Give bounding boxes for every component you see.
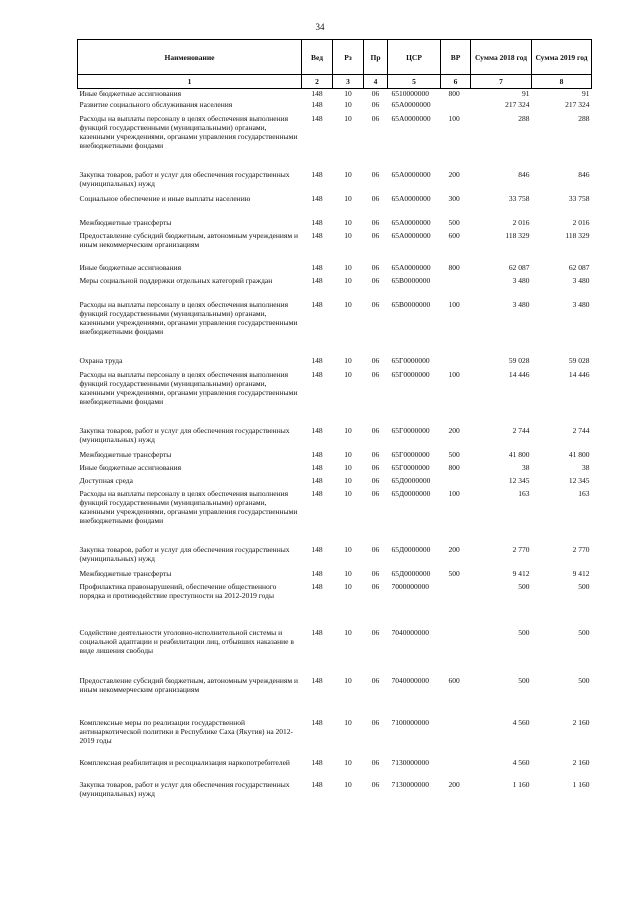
cell-vr: 100 — [448, 113, 460, 123]
page-number: 34 — [315, 22, 325, 32]
cell-s2019: 118 329 — [565, 230, 590, 240]
cell-name: Комплексные меры по реализации государственной антинаркотической политики в Республике Саха (Якутия) на 2012-2019 годы — [79, 717, 294, 745]
cell-ved: 148 — [311, 193, 323, 203]
cell-csr: 65А0000000 — [391, 217, 431, 227]
cell-name: Закупка товаров, работ и услуг для обеспечения государственных (муниципальных) нужд — [79, 779, 290, 798]
header-name: Наименование — [78, 40, 302, 75]
cell-s2018: 288 — [518, 113, 530, 123]
cell-pr: 06 — [371, 230, 380, 240]
cell-s2018: 2 770 — [512, 544, 530, 554]
cell-csr: 65Г0000000 — [391, 462, 430, 472]
cell-rz: 10 — [344, 99, 352, 109]
column-number-row — [78, 75, 592, 89]
cell-s2019: 62 087 — [568, 262, 590, 272]
cell-vr — [441, 582, 471, 628]
cell-s2018: 500 — [518, 627, 530, 637]
table-row — [78, 170, 592, 194]
cell-ved: 148 — [311, 262, 323, 272]
cell-vr: 500 — [448, 449, 460, 459]
cell-ved: 148 — [311, 169, 323, 179]
cell-name: Предоставление субсидий бюджетным, автономным учреждениям и иным некоммерческим организациям — [79, 230, 298, 249]
column-number: 8 — [532, 75, 592, 89]
cell-s2019: 2 160 — [572, 717, 590, 727]
cell-csr: 65Г0000000 — [391, 425, 430, 435]
cell-s2018: 33 758 — [508, 193, 530, 203]
cell-ved: 148 — [311, 568, 323, 578]
cell-pr: 06 — [371, 475, 380, 485]
cell-csr: 65В0000000 — [391, 275, 431, 285]
cell-vr — [441, 100, 471, 114]
cell-name: Профилактика правонарушений, обеспечение общественного порядка и противодействие преступности на 2012-2019 годы — [79, 581, 277, 600]
cell-s2019: 33 758 — [568, 193, 590, 203]
cell-rz: 10 — [344, 262, 352, 272]
cell-name: Расходы на выплаты персоналу в целях обеспечения выполнения функций государственными (муниципальными) органами, казенными учреждениями, органами управления государственными внебюджетными фондами — [79, 488, 298, 525]
cell-vr: 800 — [441, 89, 471, 100]
cell-csr: 65Д0000000 — [391, 475, 431, 485]
cell-s2018: 38 — [522, 462, 530, 472]
cell-ved: 148 — [311, 462, 323, 472]
cell-ved: 148 — [311, 113, 323, 123]
column-number: 3 — [333, 75, 364, 89]
cell-s2018: 14 446 — [508, 369, 530, 379]
cell-pr: 06 — [371, 449, 380, 459]
cell-pr: 06 — [371, 779, 380, 789]
cell-name: Закупка товаров, работ и услуг для обеспечения государственных (муниципальных) нужд — [79, 169, 290, 188]
cell-csr: 65А0000000 — [391, 193, 431, 203]
cell-pr: 06 — [371, 425, 380, 435]
cell-vr: 200 — [448, 779, 460, 789]
cell-ved: 148 — [311, 779, 323, 789]
cell-vr: 600 — [448, 230, 460, 240]
cell-rz: 10 — [344, 299, 352, 309]
cell-rz: 10 — [344, 217, 352, 227]
cell-s2018: 118 329 — [505, 230, 530, 240]
cell-name: Социальное обеспечение и иные выплаты населению — [79, 193, 251, 203]
header-vr: ВР — [441, 40, 471, 75]
cell-s2018: 59 028 — [508, 355, 530, 365]
cell-ved: 148 — [311, 717, 323, 727]
cell-ved: 148 — [311, 488, 323, 498]
cell-rz: 10 — [344, 169, 352, 179]
cell-csr: 65Д0000000 — [391, 568, 431, 578]
cell-vr: 200 — [448, 425, 460, 435]
cell-pr: 06 — [371, 275, 380, 285]
cell-vr — [441, 628, 471, 676]
cell-s2019: 2 744 — [572, 425, 590, 435]
cell-s2018: 500 — [518, 581, 530, 591]
cell-rz: 10 — [344, 425, 352, 435]
cell-s2019: 163 — [578, 488, 590, 498]
column-number: 6 — [441, 75, 471, 89]
cell-rz: 10 — [344, 230, 352, 240]
cell-pr: 06 — [364, 89, 388, 100]
cell-vr — [441, 276, 471, 300]
table-row — [78, 628, 592, 676]
cell-vr — [441, 356, 471, 370]
cell-s2019: 3 480 — [572, 275, 590, 285]
cell-csr: 7040000000 — [391, 627, 429, 637]
cell-s2019: 846 — [578, 169, 590, 179]
cell-s2019: 12 345 — [568, 475, 590, 485]
cell-pr: 06 — [371, 369, 380, 379]
cell-s2018: 163 — [518, 488, 530, 498]
cell-s2019: 288 — [578, 113, 590, 123]
cell-name: Межбюджетные трансферты — [79, 217, 172, 227]
cell-s2018: 12 345 — [508, 475, 530, 485]
column-number: 2 — [302, 75, 333, 89]
cell-s2018: 91 — [471, 89, 532, 100]
cell-rz: 10 — [344, 717, 352, 727]
cell-ved: 148 — [311, 369, 323, 379]
cell-pr: 06 — [371, 99, 380, 109]
table-row — [78, 569, 592, 582]
cell-pr: 06 — [371, 544, 380, 554]
cell-pr: 06 — [371, 355, 380, 365]
table-row — [78, 545, 592, 569]
cell-vr: 200 — [448, 544, 460, 554]
cell-ved: 148 — [311, 544, 323, 554]
cell-rz: 10 — [344, 275, 352, 285]
cell-ved: 148 — [311, 675, 323, 685]
cell-vr — [441, 718, 471, 758]
table-row — [78, 194, 592, 218]
cell-vr: 300 — [448, 193, 460, 203]
cell-ved: 148 — [311, 475, 323, 485]
cell-rz: 10 — [344, 675, 352, 685]
table-row — [78, 370, 592, 426]
cell-ved: 148 — [311, 355, 323, 365]
cell-csr: 7100000000 — [391, 717, 429, 727]
cell-s2018: 846 — [518, 169, 530, 179]
cell-pr: 06 — [371, 488, 380, 498]
cell-name: Расходы на выплаты персоналу в целях обеспечения выполнения функций государственными (муниципальными) органами, казенными учреждениями, органами управления государственными внебюджетными фондами — [79, 369, 298, 406]
table-body — [78, 89, 592, 804]
cell-vr: 200 — [448, 169, 460, 179]
cell-s2018: 2 016 — [512, 217, 530, 227]
cell-ved: 148 — [311, 275, 323, 285]
table-row — [78, 780, 592, 804]
column-number: 7 — [471, 75, 532, 89]
cell-name: Охрана труда — [79, 355, 123, 365]
cell-csr: 65Г0000000 — [391, 369, 430, 379]
column-number: 1 — [78, 75, 302, 89]
cell-csr: 65Г0000000 — [391, 355, 430, 365]
cell-rz: 10 — [344, 475, 352, 485]
header-ved: Вед — [302, 40, 333, 75]
cell-rz: 10 — [344, 449, 352, 459]
cell-s2018: 4 560 — [512, 757, 530, 767]
cell-name: Межбюджетные трансферты — [79, 449, 172, 459]
table-row — [78, 356, 592, 370]
cell-pr: 06 — [371, 757, 380, 767]
cell-rz: 10 — [333, 89, 364, 100]
cell-s2018: 1 160 — [512, 779, 530, 789]
header-sum-2019: Сумма 2019 год — [532, 40, 592, 75]
cell-ved: 148 — [311, 757, 323, 767]
cell-ved: 148 — [311, 627, 323, 637]
cell-csr: 7000000000 — [391, 581, 429, 591]
cell-name: Расходы на выплаты персоналу в целях обеспечения выполнения функций государственными (муниципальными) органами, казенными учреждениями, органами управления государственными внебюджетными фондами — [79, 113, 298, 150]
cell-s2019: 2 160 — [572, 757, 590, 767]
cell-name: Иные бюджетные ассигнования — [78, 89, 302, 100]
cell-s2018: 217 324 — [505, 99, 530, 109]
cell-name: Закупка товаров, работ и услуг для обеспечения государственных (муниципальных) нужд — [79, 425, 290, 444]
cell-s2019: 500 — [578, 627, 590, 637]
cell-pr: 06 — [371, 217, 380, 227]
table-row — [78, 231, 592, 263]
cell-s2018: 41 800 — [508, 449, 530, 459]
header-csr: ЦСР — [388, 40, 441, 75]
table-row — [78, 582, 592, 628]
cell-rz: 10 — [344, 355, 352, 365]
cell-rz: 10 — [344, 779, 352, 789]
cell-s2018: 4 560 — [512, 717, 530, 727]
cell-s2019: 1 160 — [572, 779, 590, 789]
cell-s2018: 9 412 — [512, 568, 530, 578]
table-row — [78, 263, 592, 276]
cell-s2018: 62 087 — [508, 262, 530, 272]
table-row — [78, 676, 592, 718]
cell-s2019: 14 446 — [568, 369, 590, 379]
header-pr: Пр — [364, 40, 388, 75]
cell-name: Доступная среда — [79, 475, 133, 485]
budget-table — [77, 39, 592, 804]
cell-vr: 100 — [448, 369, 460, 379]
cell-vr: 800 — [448, 462, 460, 472]
cell-name: Расходы на выплаты персоналу в целях обеспечения выполнения функций государственными (муниципальными) органами, казенными учреждениями, органами управления государственными внебюджетными фондами — [79, 299, 298, 336]
cell-ved: 148 — [311, 230, 323, 240]
table-row — [78, 476, 592, 489]
cell-vr: 100 — [448, 488, 460, 498]
cell-rz: 10 — [344, 544, 352, 554]
cell-csr: 65А0000000 — [391, 113, 431, 123]
table-row — [78, 89, 592, 100]
cell-ved: 148 — [302, 89, 333, 100]
column-number: 5 — [388, 75, 441, 89]
table-row — [78, 758, 592, 780]
cell-rz: 10 — [344, 757, 352, 767]
cell-vr — [441, 758, 471, 780]
cell-s2019: 500 — [578, 675, 590, 685]
cell-ved: 148 — [311, 425, 323, 435]
cell-name: Предоставление субсидий бюджетным, автономным учреждениям и иным некоммерческим организациям — [79, 675, 298, 694]
cell-pr: 06 — [371, 299, 380, 309]
table-row — [78, 463, 592, 476]
cell-pr: 06 — [371, 675, 380, 685]
cell-name: Развитие социального обслуживания населения — [79, 99, 233, 109]
cell-vr: 800 — [448, 262, 460, 272]
cell-pr: 06 — [371, 262, 380, 272]
cell-pr: 06 — [371, 717, 380, 727]
cell-s2018: 2 744 — [512, 425, 530, 435]
cell-name: Комплексная реабилитация и ресоциализация наркопотребителей — [79, 757, 290, 767]
cell-csr: 65Д0000000 — [391, 544, 431, 554]
cell-pr: 06 — [371, 462, 380, 472]
cell-vr: 500 — [448, 217, 460, 227]
cell-name: Содействие деятельности уголовно-исполнительной системы и социальной адаптации и реабилитации лиц, отбывших наказание в виде лишения свободы — [79, 627, 294, 655]
header-row — [78, 40, 592, 75]
cell-csr: 65Г0000000 — [391, 449, 430, 459]
cell-ved: 148 — [311, 99, 323, 109]
cell-s2019: 38 — [582, 462, 590, 472]
cell-vr: 500 — [448, 568, 460, 578]
cell-ved: 148 — [311, 449, 323, 459]
table-row — [78, 300, 592, 356]
cell-pr: 06 — [371, 193, 380, 203]
table-row — [78, 218, 592, 231]
cell-vr: 600 — [448, 675, 460, 685]
cell-csr: 65А0000000 — [391, 230, 431, 240]
cell-csr: 7130000000 — [391, 779, 429, 789]
cell-csr: 65А0000000 — [391, 262, 431, 272]
cell-csr: 65А0000000 — [391, 169, 431, 179]
cell-ved: 148 — [311, 217, 323, 227]
cell-s2018: 3 480 — [512, 275, 530, 285]
header-rz: Рз — [333, 40, 364, 75]
cell-s2019: 3 480 — [572, 299, 590, 309]
header-sum-2018: Сумма 2018 год — [471, 40, 532, 75]
cell-rz: 10 — [344, 369, 352, 379]
cell-rz: 10 — [344, 568, 352, 578]
cell-ved: 148 — [311, 299, 323, 309]
table-row — [78, 114, 592, 170]
cell-s2019: 41 800 — [568, 449, 590, 459]
cell-pr: 06 — [371, 113, 380, 123]
table-row — [78, 276, 592, 300]
table-row — [78, 100, 592, 114]
cell-name: Межбюджетные трансферты — [79, 568, 172, 578]
cell-csr: 6510000000 — [388, 89, 441, 100]
cell-vr — [441, 476, 471, 489]
cell-rz: 10 — [344, 581, 352, 591]
cell-rz: 10 — [344, 462, 352, 472]
cell-s2019: 2 016 — [572, 217, 590, 227]
cell-s2019: 91 — [532, 89, 592, 100]
cell-pr: 06 — [371, 169, 380, 179]
table-row — [78, 489, 592, 545]
cell-csr: 65Д0000000 — [391, 488, 431, 498]
cell-s2019: 59 028 — [568, 355, 590, 365]
cell-pr: 06 — [371, 627, 380, 637]
cell-pr: 06 — [371, 581, 380, 591]
column-number: 4 — [364, 75, 388, 89]
cell-csr: 7130000000 — [391, 757, 429, 767]
cell-s2018: 3 480 — [512, 299, 530, 309]
table-row — [78, 450, 592, 463]
cell-s2019: 9 412 — [572, 568, 590, 578]
cell-name: Иные бюджетные ассигнования — [79, 462, 182, 472]
cell-name: Иные бюджетные ассигнования — [79, 262, 182, 272]
cell-name: Закупка товаров, работ и услуг для обеспечения государственных (муниципальных) нужд — [79, 544, 290, 563]
table-row — [78, 426, 592, 450]
cell-vr: 100 — [448, 299, 460, 309]
cell-s2018: 500 — [518, 675, 530, 685]
cell-s2019: 500 — [578, 581, 590, 591]
cell-csr: 65В0000000 — [391, 299, 431, 309]
cell-rz: 10 — [344, 627, 352, 637]
cell-pr: 06 — [371, 568, 380, 578]
cell-ved: 148 — [311, 581, 323, 591]
cell-rz: 10 — [344, 113, 352, 123]
cell-csr: 7040000000 — [391, 675, 429, 685]
cell-s2019: 2 770 — [572, 544, 590, 554]
cell-name: Меры социальной поддержки отдельных категорий граждан — [79, 275, 273, 285]
cell-csr: 65А0000000 — [391, 99, 431, 109]
cell-s2019: 217 324 — [565, 99, 590, 109]
cell-rz: 10 — [344, 193, 352, 203]
cell-rz: 10 — [344, 488, 352, 498]
table-row — [78, 718, 592, 758]
